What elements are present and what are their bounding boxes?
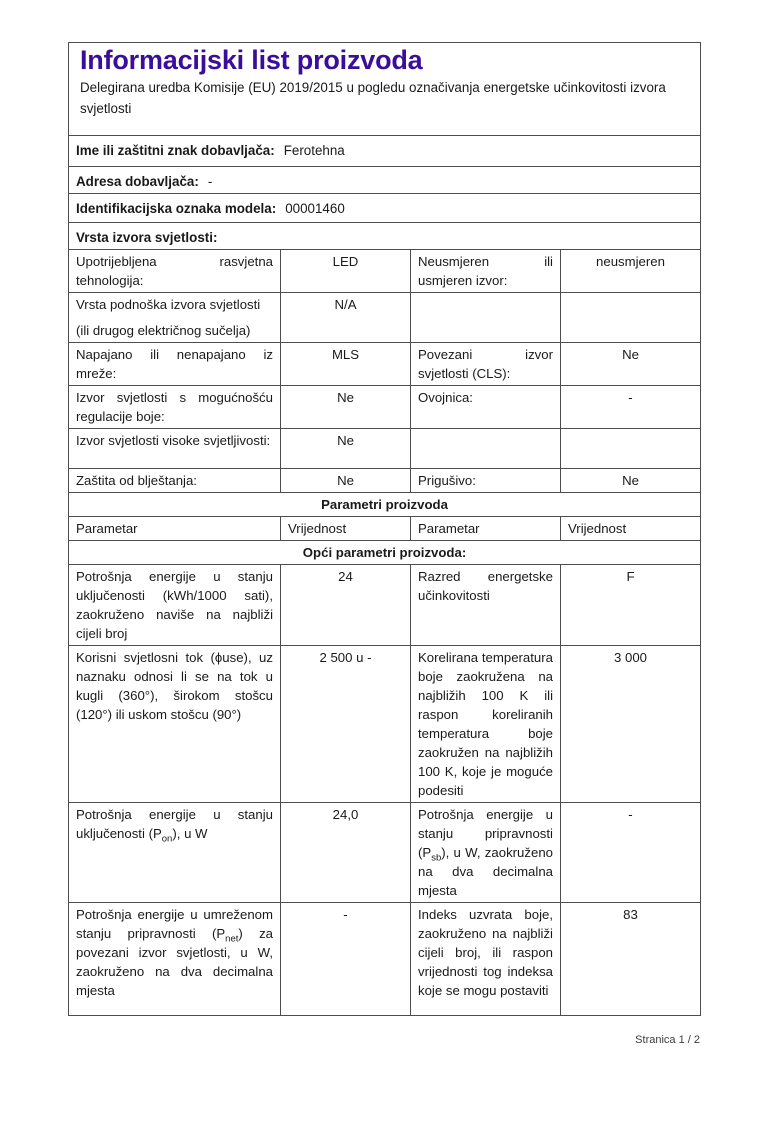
param-cell: Izvor svjetlosti s mogućnošću regulacije boje: (69, 386, 281, 429)
supplier-name-row (69, 136, 701, 167)
param-cell: Neusmjeren ili usmjeren izvor: (411, 250, 561, 293)
column-header: Vrijednost (281, 517, 411, 541)
value-cell: - (561, 803, 701, 903)
value-cell: Ne (561, 469, 701, 493)
value-cell: N/A (281, 293, 411, 343)
param-cell: Upotrijebljena rasvjetna tehnologija: (69, 250, 281, 293)
section-title: Parametri proizvoda (69, 493, 701, 517)
value-cell: 2 500 u - (281, 646, 411, 803)
product-information-sheet (68, 42, 700, 1016)
param-text: Potrošnja energije u stanju uključenosti (P (76, 807, 273, 841)
light-source-type-row (69, 223, 701, 250)
param-cell: Ovojnica: (411, 386, 561, 429)
column-header: Parametar (69, 517, 281, 541)
table-row (69, 903, 701, 1016)
param-cell: Zaštita od blještanja: (69, 469, 281, 493)
param-cell: Povezani izvor svjetlosti (CLS): (411, 343, 561, 386)
param-cell (69, 803, 281, 903)
param-cell: Indeks uzvrata boje, zaokruženo na najbliži cijeli broj, ili raspon vrijednosti tog indeksa koje se mogu postaviti (411, 903, 561, 1016)
value-cell: 3 000 (561, 646, 701, 803)
page-subtitle: Delegirana uredba Komisije (EU) 2019/2015 u pogledu označivanja energetske učinkovitosti izvora svjetlosti (80, 80, 666, 116)
param-cell (411, 803, 561, 903)
param-text: ) za povezani izvor svjetlosti, u W, zaokruženo na dva decimalna mjesta (76, 926, 273, 998)
page-number: Stranica 1 / 2 (635, 1034, 700, 1046)
value-cell: Ne (281, 386, 411, 429)
column-header-row (69, 517, 701, 541)
table-row (69, 386, 701, 429)
table-row (69, 343, 701, 386)
param-subscript: on (161, 833, 173, 845)
supplier-address-label: Adresa dobavljača: (76, 174, 199, 189)
light-source-type-label: Vrsta izvora svjetlosti: (76, 230, 218, 245)
param-text: Potrošnja energije u stanju pripravnosti (P (418, 807, 553, 860)
param-cell (69, 293, 281, 343)
value-cell: LED (281, 250, 411, 293)
section-header-row (69, 493, 701, 517)
subsection-header-row (69, 541, 701, 565)
table-row (69, 250, 701, 293)
value-cell: Ne (561, 343, 701, 386)
column-header: Vrijednost (561, 517, 701, 541)
param-subscript: sb (431, 852, 442, 864)
param-cell: Napajano ili nenapajano iz mreže: (69, 343, 281, 386)
table-row (69, 469, 701, 493)
param-cell: Prigušivo: (411, 469, 561, 493)
column-header: Parametar (411, 517, 561, 541)
table-row (69, 646, 701, 803)
param-cell (411, 293, 561, 343)
param-line: (ili drugog električnog sučelja) (76, 323, 251, 338)
value-cell: 24 (281, 565, 411, 646)
param-text: ), u W, zaokruženo na dva decimalna mjesta (418, 845, 553, 898)
param-cell: Potrošnja energije u stanju uključenosti (kWh/1000 sati), zaokruženo naviše na najbliži cijeli broj (69, 565, 281, 646)
param-subscript: net (225, 933, 239, 945)
value-cell: - (281, 903, 411, 1016)
value-cell: - (561, 386, 701, 429)
subsection-title: Opći parametri proizvoda: (69, 541, 701, 565)
page-title: Informacijski list proizvoda (80, 45, 423, 75)
supplier-address-value: - (207, 174, 213, 189)
value-cell: 83 (561, 903, 701, 1016)
table-row (69, 565, 701, 646)
page-footer (68, 1034, 700, 1046)
param-cell: Razred energetske učinkovitosti (411, 565, 561, 646)
value-cell (561, 429, 701, 469)
value-cell: Ne (281, 469, 411, 493)
value-cell (561, 293, 701, 343)
value-cell: F (561, 565, 701, 646)
model-id-row (69, 194, 701, 223)
table-row (69, 293, 701, 343)
param-cell (69, 903, 281, 1016)
value-cell: MLS (281, 343, 411, 386)
param-cell: Izvor svjetlosti visoke svjetljivosti: (69, 429, 281, 469)
product-info-table (68, 42, 701, 1016)
supplier-name-value: Ferotehna (283, 143, 345, 158)
table-row (69, 429, 701, 469)
param-cell (411, 429, 561, 469)
supplier-name-label: Ime ili zaštitni znak dobavljača: (76, 143, 275, 158)
model-id-label: Identifikacijska oznaka modela: (76, 201, 277, 216)
value-cell: Ne (281, 429, 411, 469)
param-cell: Korelirana temperatura boje zaokružena na najbližih 100 K ili raspon koreliranih temperatura boje zaokružen na najbližih 100 K, koje je moguće podesiti (411, 646, 561, 803)
value-cell: 24,0 (281, 803, 411, 903)
supplier-address-row (69, 167, 701, 194)
model-id-value: 00001460 (285, 201, 345, 216)
value-cell: neusmjeren (561, 250, 701, 293)
param-cell: Korisni svjetlosni tok (ϕuse), uz naznaku odnosi li se na tok u kugli (360°), širokom stošcu (120°) ili uskom stošcu (90°) (69, 646, 281, 803)
title-row (69, 43, 701, 136)
param-line: Vrsta podnoška izvora svjetlosti (76, 297, 261, 312)
param-text: Potrošnja energije u umreženom stanju pripravnosti (P (76, 907, 273, 941)
table-row (69, 803, 701, 903)
param-text: ), u W (172, 826, 208, 841)
